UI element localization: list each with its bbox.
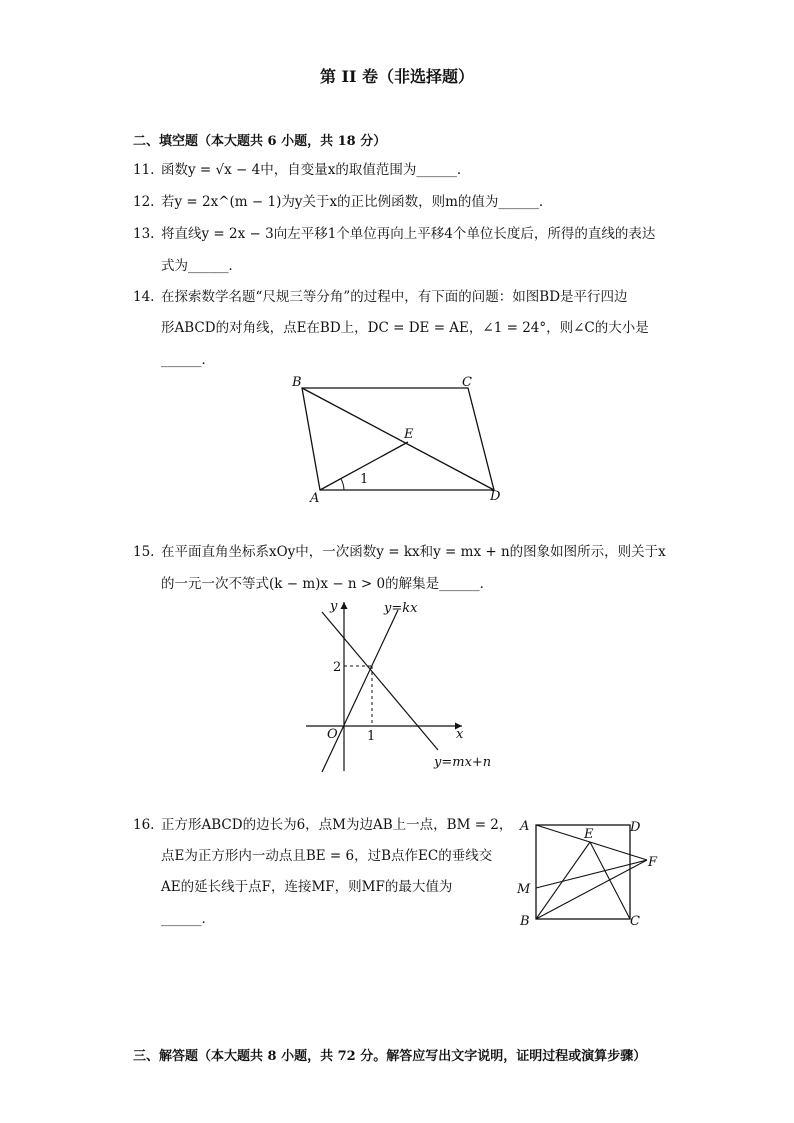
question-15-line-2: 的一元一次不等式(k − m)x − n > 0的解集是______． — [161, 576, 494, 592]
line-y-mx-n — [322, 612, 438, 750]
question-text-line-1: 正方形ABCD的边长为6，点M为边AB上一点，BM = 2， — [161, 817, 513, 833]
tick-label-x-1: 1 — [367, 729, 376, 744]
label-b: B — [292, 375, 302, 390]
question-16 — [133, 815, 512, 835]
label-b: B — [520, 914, 530, 929]
question-number: 14. — [133, 289, 155, 305]
label-a: A — [310, 491, 320, 506]
label-angle-1: 1 — [360, 472, 369, 487]
label-c: C — [462, 375, 472, 390]
label-a: A — [520, 819, 530, 834]
question-number: 12. — [133, 194, 155, 210]
tick-label-y-2: 2 — [333, 660, 342, 675]
question-number: 15. — [133, 544, 155, 560]
axis-label-x: x — [456, 727, 464, 742]
diagonal-bd — [302, 388, 494, 490]
question-12 — [133, 192, 552, 212]
label-d: D — [630, 820, 641, 835]
section-2-heading: 二、填空题（本大题共 6 小题，共 18 分） — [133, 134, 387, 149]
question-number: 13. — [133, 226, 155, 242]
label-c: C — [630, 914, 640, 929]
question-13 — [133, 224, 655, 244]
segment-ec — [590, 842, 630, 919]
question-16-line-3: AE的延长线于点F，连接MF，则MF的最大值为 — [161, 879, 453, 895]
angle-1-arc — [341, 479, 344, 490]
segment-be — [536, 842, 590, 919]
question-text-line-1: 在平面直角坐标系xOy中，一次函数y = kx和y = mx + n的图象如图所示，则关于x — [161, 544, 666, 560]
label-m: M — [517, 882, 531, 897]
question-14 — [133, 287, 628, 307]
question-14-line-3: ______． — [161, 352, 215, 368]
question-13-line-2: 式为______． — [161, 258, 242, 274]
question-14-line-2: 形ABCD的对角线，点E在BD上，DC = DE = AE，∠1 = 24°，则∠C的大小是 — [161, 320, 649, 336]
question-15 — [133, 542, 666, 562]
label-d: D — [490, 489, 501, 504]
figure-15-graph — [300, 596, 500, 776]
section-title: 第 II 卷（非选择题） — [319, 67, 475, 86]
axis-label-y: y — [330, 599, 338, 614]
question-16-line-2: 点E为正方形内一动点且BE = 6，过B点作EC的垂线交 — [161, 848, 493, 864]
figure-16-square — [510, 812, 660, 932]
line-label-mx-n: y=mx+n — [434, 755, 492, 770]
question-number: 16. — [133, 817, 155, 833]
question-text-line-1: 将直线y = 2x − 3向左平移1个单位再向上平移4个单位长度后，所得的直线的表达 — [161, 226, 656, 242]
square-abcd — [536, 825, 630, 919]
line-label-kx: y=kx — [384, 601, 418, 616]
origin-label: O — [327, 727, 338, 742]
question-text-line-1: 在探索数学名题“尺规三等分角”的过程中，有下面的问题：如图BD是平行四边 — [161, 289, 628, 305]
question-11 — [133, 160, 470, 180]
label-e: E — [404, 427, 414, 442]
label-f: F — [648, 855, 658, 870]
figure-14-parallelogram — [280, 370, 520, 510]
question-text: 若y = 2x^(m − 1)为y关于x的正比例函数，则m的值为______． — [161, 194, 553, 210]
question-number: 11. — [133, 162, 155, 178]
question-text: 函数y = √x − 4中，自变量x的取值范围为______． — [161, 162, 471, 178]
question-16-line-4: ______． — [161, 911, 215, 927]
section-3-heading: 三、解答题（本大题共 8 小题，共 72 分。解答应写出文字说明，证明过程或演算步骤） — [133, 1049, 647, 1064]
line-y-kx — [322, 610, 398, 772]
label-e: E — [584, 827, 594, 842]
